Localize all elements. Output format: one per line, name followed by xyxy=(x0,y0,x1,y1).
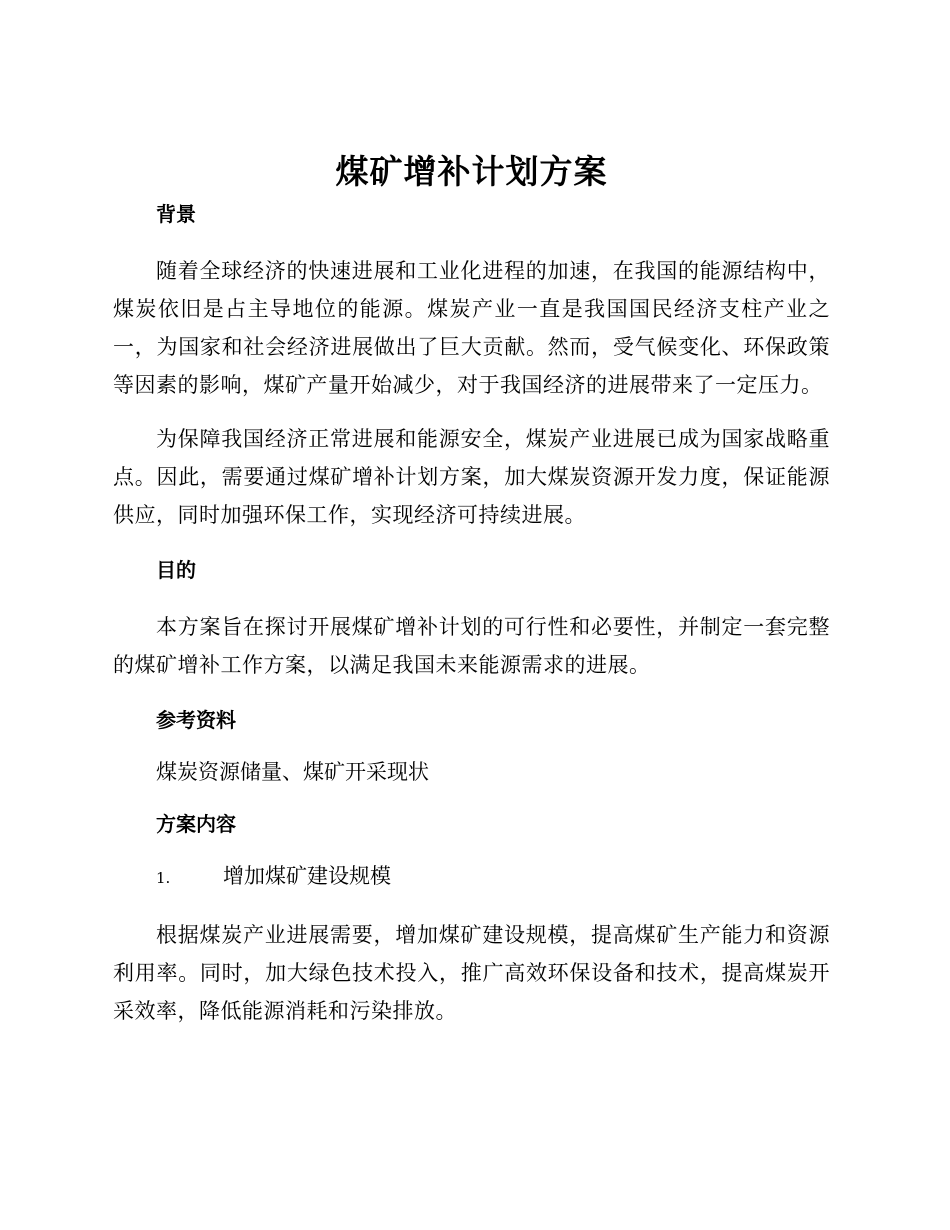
background-paragraph-2: 为保障我国经济正常进展和能源安全，煤炭产业进展已成为国家战略重点。因此，需要通过煤矿增补计划方案，加大煤炭资源开发力度，保证能源供应，同时加强环保工作，实现经济可持续进展。 xyxy=(113,427,830,527)
section-heading-purpose: 目的 xyxy=(156,558,196,582)
purpose-paragraph-1: 本方案旨在探讨开展煤矿增补计划的可行性和必要性，并制定一套完整的煤矿增补工作方案，以满足我国未来能源需求的进展。 xyxy=(113,615,830,677)
section-heading-content: 方案内容 xyxy=(156,812,236,836)
document-title: 煤矿增补计划方案 xyxy=(335,152,608,191)
list-item-number: 1. xyxy=(156,869,171,887)
list-item xyxy=(113,862,830,892)
references-text: 煤炭资源储量、煤矿开采现状 xyxy=(156,760,429,784)
background-paragraph-1: 随着全球经济的快速进展和工业化进程的加速，在我国的能源结构中，煤炭依旧是占主导地位的能源。煤炭产业一直是我国国民经济支柱产业之一，为国家和社会经济进展做出了巨大贡献。然而，受气候变化、环保政策等因素的影响，煤矿产量开始减少，对于我国经济的进展带来了一定压力。 xyxy=(113,259,830,397)
list-item-title: 增加煤矿建设规模 xyxy=(223,864,391,888)
section-heading-references: 参考资料 xyxy=(156,708,236,732)
content-item-1-paragraph: 根据煤炭产业进展需要，增加煤矿建设规模，提高煤矿生产能力和资源利用率。同时，加大绿色技术投入，推广高效环保设备和技术，提高煤炭开采效率，降低能源消耗和污染排放。 xyxy=(113,923,830,1023)
section-heading-background: 背景 xyxy=(156,202,196,226)
